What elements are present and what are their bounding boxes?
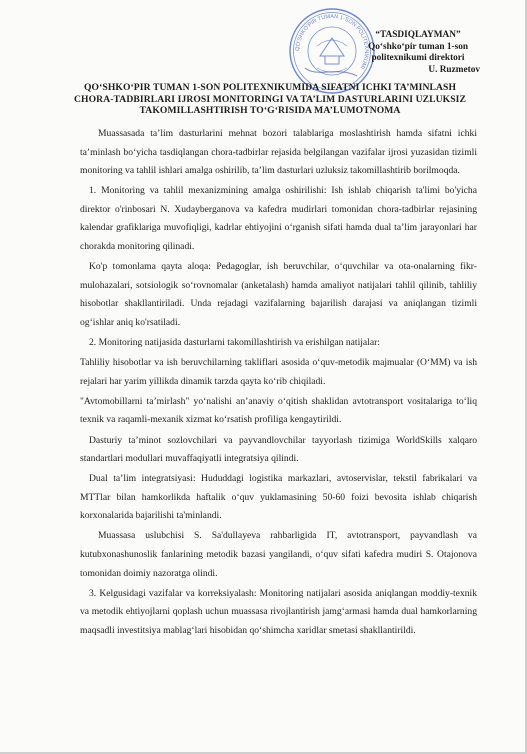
document-body <box>80 125 477 642</box>
approval-block <box>318 30 518 76</box>
section-1-text: Ish ishlab chiqarish ta'limi bo'yicha direktor o'rinbosari N. Xudayberganova va kafedra mudirlari tomonidan chora-tadbirlar rejasining kalendar grafiklariga muvofiqligi, kadrlar ehtiyojini o‘rganish sifati hamda dual ta’lim jarayonlari har chorakda monitoring qilinadi. <box>80 185 477 253</box>
section-2-paragraph-1: Tahliliy hisobotlar va ish beruvchilarning takliflari asosida o‘quv-metodik majmualar (O‘MM) va ish rejalari har yarim yillikda dinamik tarzda qayta ko‘rib chiqiladi. <box>80 357 477 387</box>
section-2-paragraph-4: Dual ta’lim integratsiyasi: Hududdagi logistika markazlari, avtoservislar, tekstil fabrikalari va MTTlar bilan hamkorlikda haftalik o‘quv yuklamasining 50-60 foizi bevosita ishlab chiqarish korxonalarida bajarilishi ta'minlandi. <box>80 473 477 522</box>
approval-title: “TASDIQLAYMAN” <box>375 30 461 40</box>
section-2-paragraph-2: "Avtomobillarni ta’mirlash" yo‘nalishi an’anaviy o‘qitish shaklidan avtotransport vositalariga to‘liq texnik va raqamli-mexanik xizmat ko‘rsatish profiliga kengaytirildi. <box>80 395 477 426</box>
section-2-paragraph-3: Dasturiy ta’minot sozlovchilari va payvandlovchilar tayyorlash tizimiga WorldSkills xalqaro standartlari modullari muvaffaqiyatli integratsiya qilindi. <box>80 434 477 465</box>
approval-position-line2: politexnikumi direktori <box>371 53 465 63</box>
section-3-paragraph: 3. Kelgusidagi vazifalar va korreksiyalash: Monitoring natijalari asosida aniqlangan moddiy-texnik va metodik ehtiyojlarni qoplash uchun muassasa rivojlantirish jamg‘armasi hamda dual hamkorlarning maqsadli investitsiya mablag‘lari hisobidan qo‘shimcha xaridlar smetasi shakllantirildi. <box>80 587 477 636</box>
approval-signer: U. Ruzmetov <box>428 64 480 75</box>
section-1-heading: 1. Monitoring va tahlil mexanizmining amalga oshirilishi: <box>89 185 327 197</box>
stamp-text: QO‘SHKO‘PIR TUMAN 1-SON POLITEXNIKUMI <box>294 13 370 70</box>
section-2-heading: 2. Monitoring natijasida dasturlarni takomillashtirish va erishilgan natijalar: <box>89 337 380 349</box>
approval-position-line1: Qo‘shko‘pir tuman 1-son <box>367 41 469 52</box>
section-2-paragraph-5: Muassasa uslubchisi S. Sa'dullayeva rahbarligida IT, avtotransport, payvandlash va kutubxonashunoslik fanlarining metodik bazasi yangilandi, o‘quv sifati kafedra mudiri S. Otajonova tomonidan doimiy nazoratga olindi. <box>80 530 477 579</box>
section-1-paragraph <box>80 182 477 256</box>
document-title: QO‘SHKO‘PIR TUMAN 1-SON POLITEXNIKUMIDA SIFATNI ICHKI TA’MINLASH CHORA-TADBIRLARI IJROSI MONITORINGI VA TA’LIM DASTURLARINI UZLUKSIZ TAKOMILLASHTIRISH TO‘G‘RISIDA MA’LUMOTNOMA <box>74 82 466 117</box>
feedback-paragraph: Ko'p tomonlama qayta aloqa: Pedagoglar, ish beruvchilar, o‘quvchilar va ota-onalarning fikr-mulohazalari, sotsiologik so‘rovnomalar (anketalash) hamda amaliyot natijalari tahlil qilinib, tahliliy hisobotlar shakllantiriladi. Unda rejadagi vazifalarning bajarilish darajasi va aniqlangan tizimli og‘ishlar aniq ko'rsatiladi. <box>80 261 477 328</box>
intro-paragraph: Muassasada ta’lim dasturlarini mehnat bozori talablariga moslashtirish hamda sifatni ichki ta’minlash bo‘yicha tasdiqlangan chora-tadbirlar rejasida belgilangan vazifalar ijrosi yuzasidan tizimli monitoring va tahlil ishlari amalga oshirilib, ta’lim dasturlari uzluksiz takomillashtirib borilmoqda. <box>80 128 477 177</box>
